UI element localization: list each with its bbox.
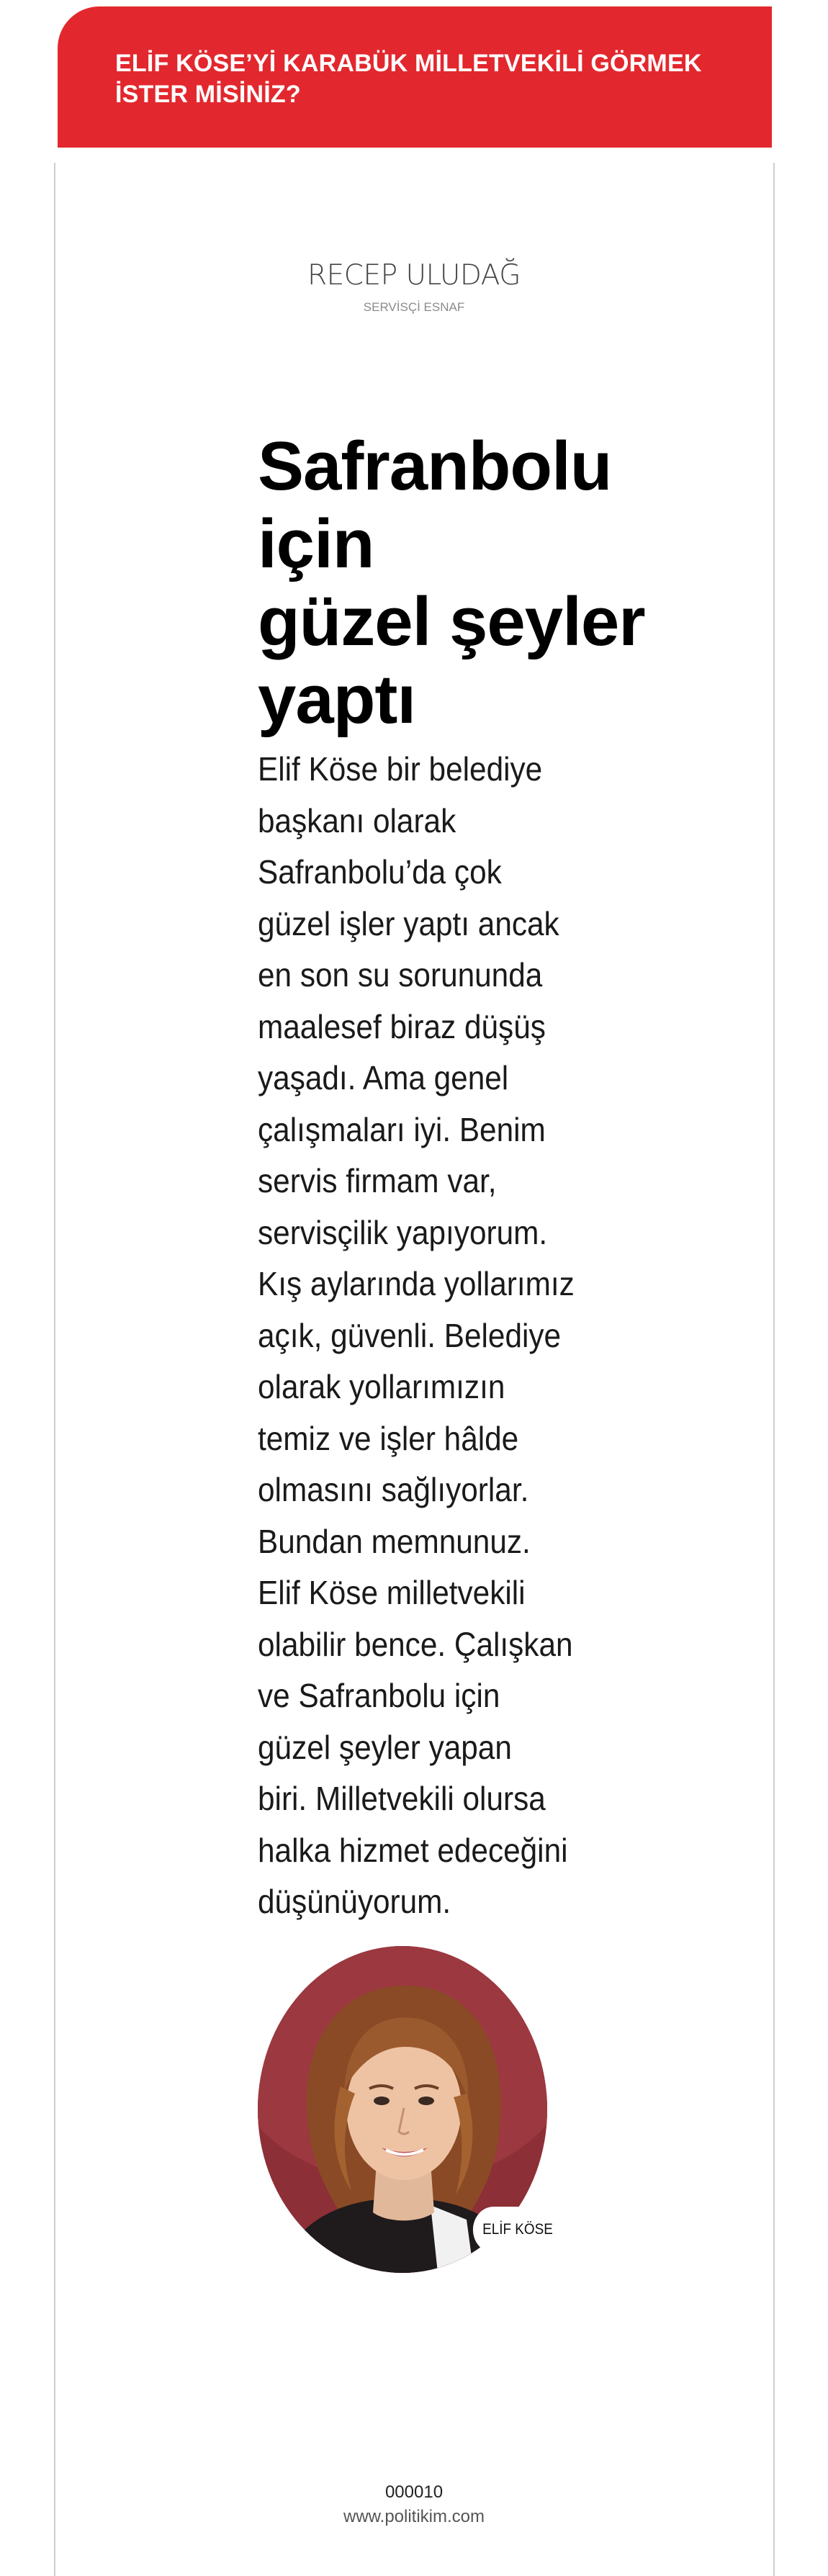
body-line: çalışmaları iyi. Benim bbox=[258, 1110, 546, 1148]
headline-line: Safranbolu bbox=[258, 428, 612, 505]
body-line: güzel şeyler yapan bbox=[258, 1728, 512, 1766]
body-line: biri. Milletvekili olursa bbox=[258, 1780, 546, 1817]
body-line: temiz ve işler hâlde bbox=[258, 1419, 519, 1457]
header-title bbox=[115, 48, 729, 110]
body-line: olmasını sağlıyorlar. bbox=[258, 1471, 529, 1508]
body-line: maalesef biraz düşüş bbox=[258, 1007, 546, 1045]
body-line: Safranbolu’da çok bbox=[258, 853, 502, 891]
body-line: olabilir bence. Çalışkan bbox=[258, 1625, 573, 1663]
author-role: SERVİSÇİ ESNAF bbox=[363, 300, 465, 314]
body-line: halka hizmet edeceğini bbox=[258, 1831, 568, 1869]
body-line: Kış aylarında yollarımız bbox=[258, 1265, 575, 1302]
body-line: Elif Köse bir belediye bbox=[258, 750, 543, 788]
headline-line: için bbox=[258, 505, 374, 582]
headline-line: yaptı bbox=[258, 661, 416, 738]
page-number: 000010 bbox=[384, 2482, 444, 2502]
body-line: ve Safranbolu için bbox=[258, 1677, 500, 1714]
body-line: Bundan memnunuz. bbox=[258, 1522, 531, 1560]
article-headline bbox=[258, 428, 704, 739]
header-title-line-2: İSTER MİSİNİZ? bbox=[115, 81, 301, 108]
body-line: servisçilik yapıyorum. bbox=[258, 1213, 548, 1251]
headline-line: güzel şeyler bbox=[258, 583, 645, 660]
body-line: en son su sorununda bbox=[258, 956, 543, 994]
body-line: Elif Köse milletvekili bbox=[258, 1574, 526, 1611]
body-line: olarak yollarımızın bbox=[258, 1368, 505, 1405]
header-banner bbox=[58, 6, 772, 148]
header-title-line-1: ELİF KÖSE’Yİ KARABÜK MİLLETVEKİLİ GÖRMEK bbox=[115, 50, 702, 77]
author-name: RECEP ULUDAĞ bbox=[307, 259, 521, 292]
website-url: www.politikim.com bbox=[343, 2507, 485, 2526]
body-line: yaşadı. Ama genel bbox=[258, 1059, 509, 1096]
photo-caption: ELİF KÖSE bbox=[473, 2207, 562, 2253]
article-body bbox=[258, 744, 589, 1928]
frame-border-right bbox=[773, 163, 775, 2576]
body-line: açık, güvenli. Belediye bbox=[258, 1316, 562, 1354]
body-line: başkanı olarak bbox=[258, 801, 456, 839]
frame-border-left bbox=[54, 163, 55, 2576]
body-line: düşünüyorum. bbox=[258, 1883, 451, 1920]
body-line: güzel işler yaptı ancak bbox=[258, 904, 559, 942]
body-line: servis firmam var, bbox=[258, 1162, 497, 1199]
